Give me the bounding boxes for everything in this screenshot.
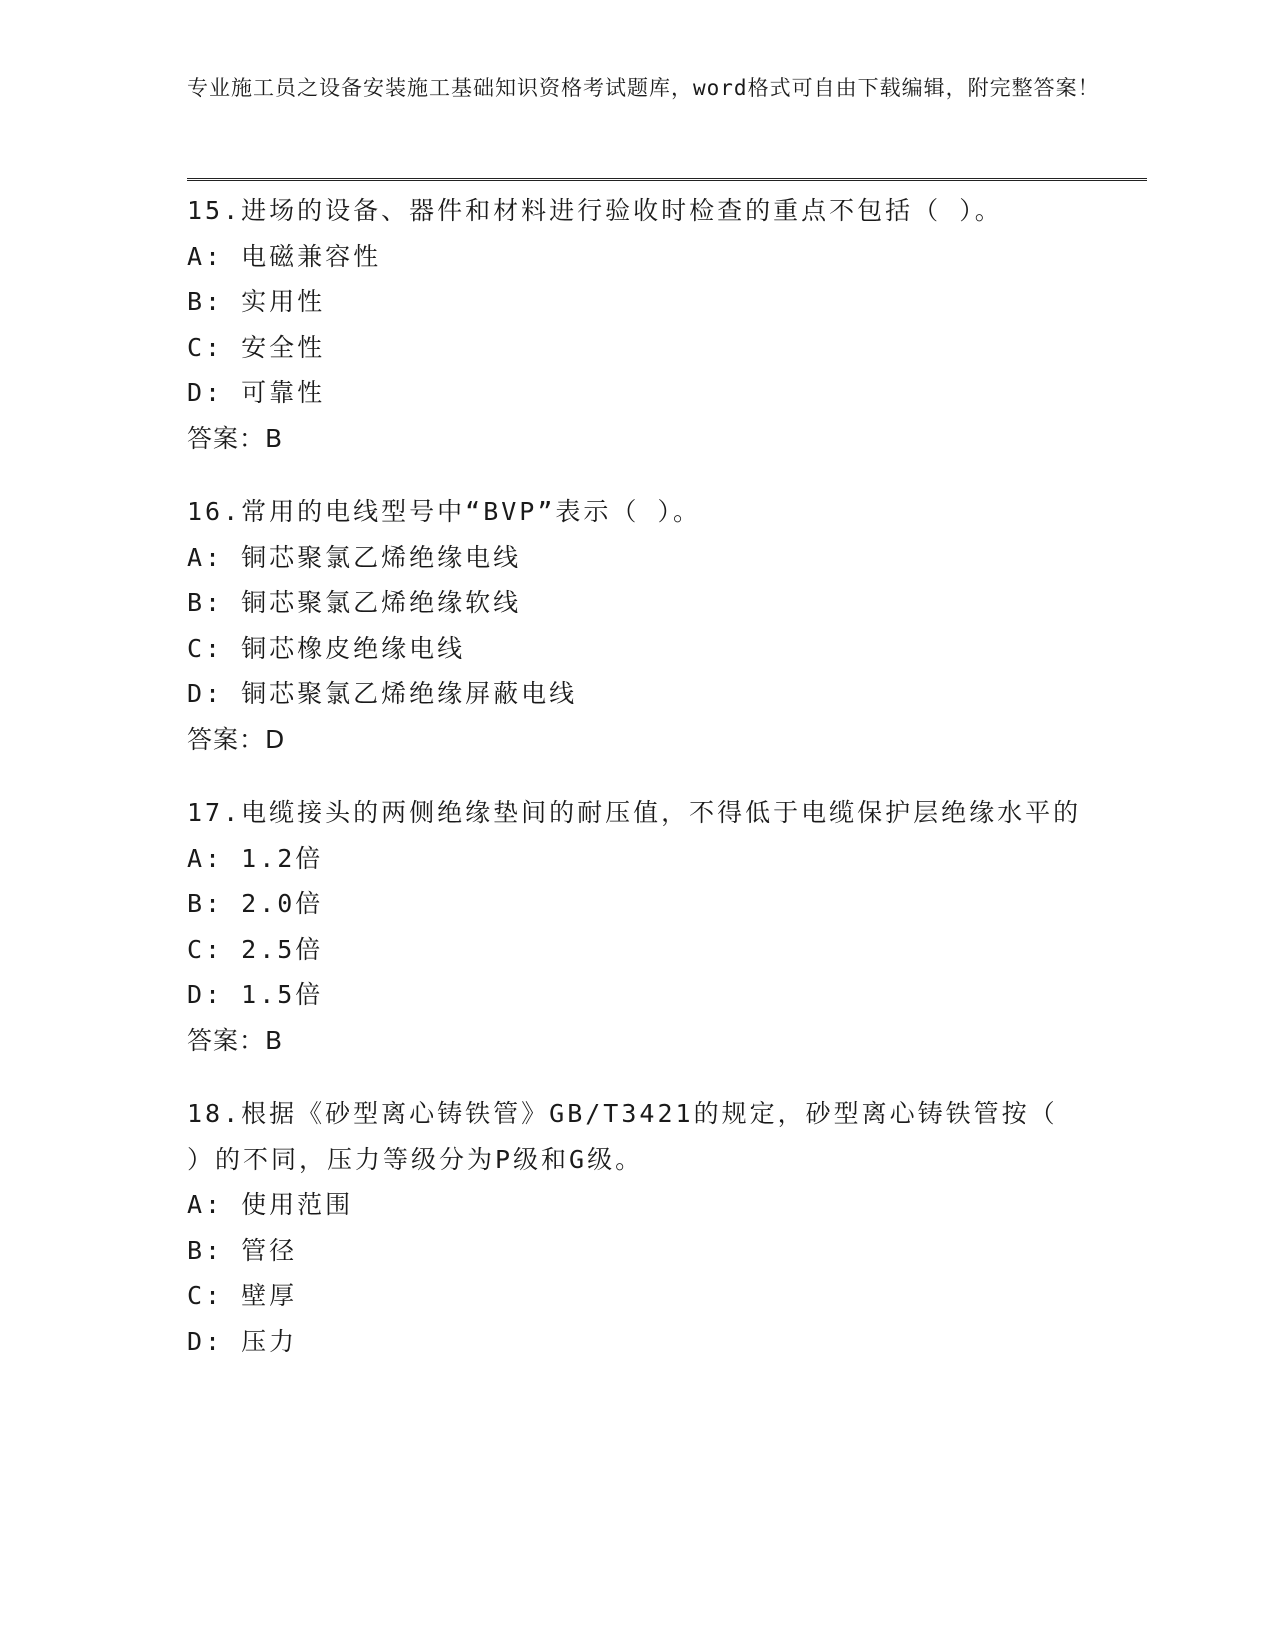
- question-list: [187, 188, 1087, 1392]
- option-d: D: 1.5倍: [187, 980, 324, 1009]
- question-16: [187, 489, 1087, 762]
- question-18: [187, 1091, 1087, 1364]
- option-b: B: 管径: [187, 1235, 298, 1265]
- option-d: D: 可靠性: [187, 378, 326, 407]
- question-stem: 17.电缆接头的两侧绝缘垫间的耐压值，不得低于电缆保护层绝缘水平的: [187, 798, 1082, 827]
- question-15: [187, 188, 1087, 461]
- option-b: B: 实用性: [187, 287, 326, 316]
- answer: 答案：B: [187, 1025, 284, 1055]
- option-d: D: 压力: [187, 1326, 298, 1356]
- option-a: A: 铜芯聚氯乙烯绝缘电线: [187, 542, 522, 572]
- answer: 答案：D: [187, 724, 286, 754]
- option-c: C: 壁厚: [187, 1281, 298, 1310]
- question-17: [187, 790, 1087, 1063]
- document-header: [187, 72, 1147, 104]
- header-text: 专业施工员之设备安装施工基础知识资格考试题库，word格式可自由下载编辑，附完整答案！: [187, 76, 1100, 100]
- question-stem: 18.根据《砂型离心铸铁管》GB/T3421的规定，砂型离心铸铁管按（ ）的不同，压力等级分为P级和G级。: [187, 1099, 1058, 1174]
- option-b: B: 2.0倍: [187, 889, 324, 918]
- option-c: C: 铜芯橡皮绝缘电线: [187, 633, 466, 663]
- header-divider: [187, 178, 1147, 181]
- option-d: D: 铜芯聚氯乙烯绝缘屏蔽电线: [187, 679, 578, 708]
- option-c: C: 安全性: [187, 332, 326, 362]
- option-a: A: 电磁兼容性: [187, 241, 382, 271]
- answer: 答案：B: [187, 423, 284, 453]
- option-a: A: 使用范围: [187, 1190, 354, 1219]
- question-stem: 15.进场的设备、器件和材料进行验收时检查的重点不包括（ ）。: [187, 196, 1003, 225]
- option-b: B: 铜芯聚氯乙烯绝缘软线: [187, 588, 522, 617]
- option-a: A: 1.2倍: [187, 843, 324, 873]
- question-stem: 16.常用的电线型号中“BVP”表示（ ）。: [187, 497, 701, 526]
- option-c: C: 2.5倍: [187, 934, 324, 964]
